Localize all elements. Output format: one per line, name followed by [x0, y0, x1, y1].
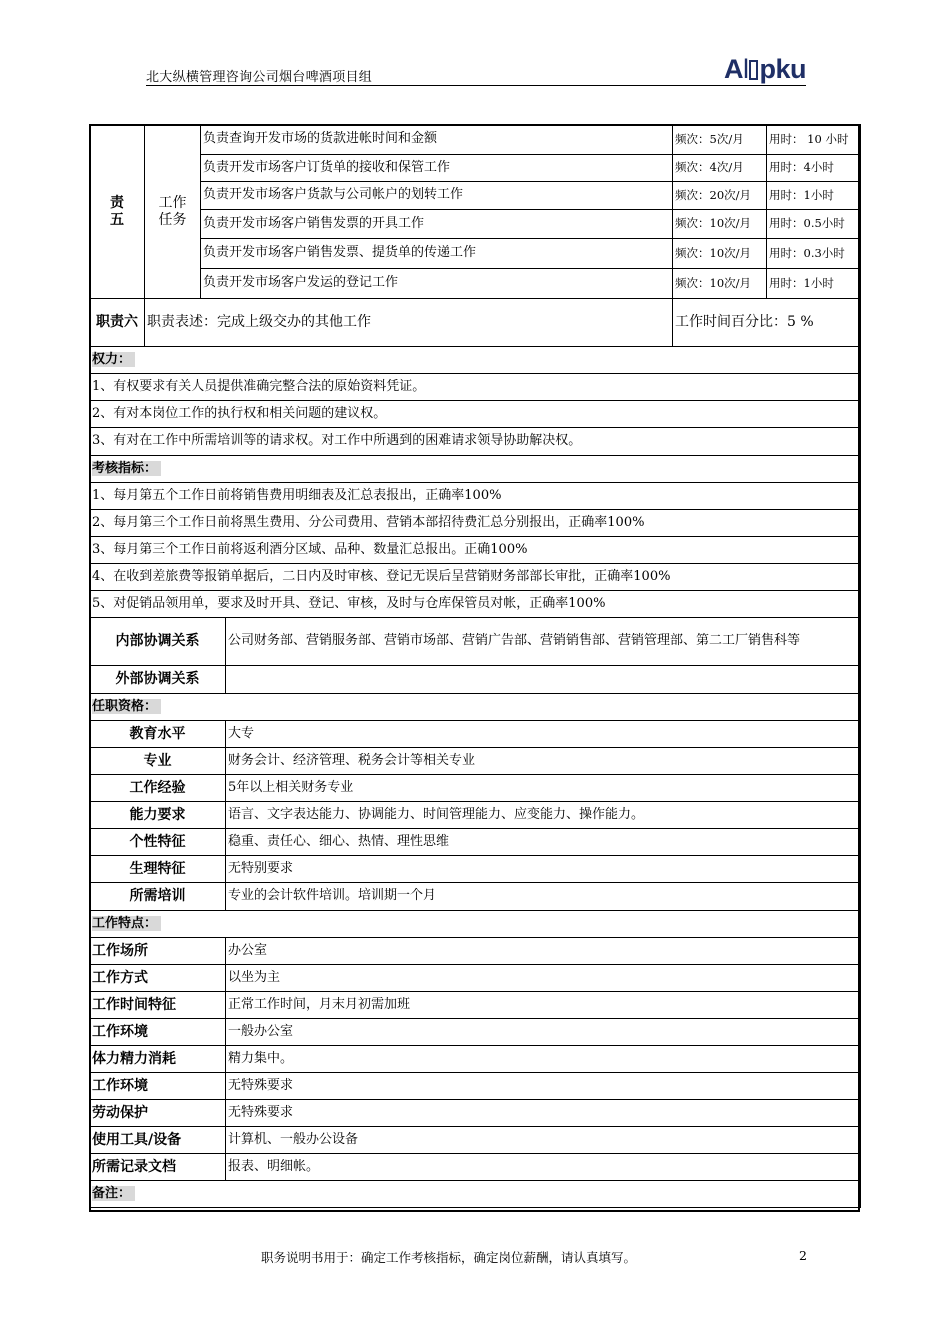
task-freq: 频次：4次/月: [673, 155, 767, 182]
qualification-row: [90, 721, 861, 748]
kpi-item: [90, 564, 861, 591]
duty6-label: 职责六: [90, 299, 145, 347]
qualification-label: 专业: [90, 748, 226, 775]
power-title: [90, 347, 861, 374]
task-freq: 频次：10次/月: [673, 210, 767, 239]
power-title-text: 权力：: [92, 352, 135, 367]
kpi-item-text: 4、在收到差旅费等报销单据后，二日内及时审核、登记无误后呈营销财务部部长审批，正确率100%: [90, 564, 861, 591]
qualification-label: 个性特征: [90, 829, 226, 856]
qualification-title-text: 任职资格：: [92, 699, 161, 714]
qualification-value: 大专: [226, 721, 861, 748]
internal-coordination-value: 公司财务部、营销服务部、营销市场部、营销广告部、营销销售部、营销管理部、第二工厂销售科等: [226, 618, 861, 666]
feature-row: [90, 1127, 861, 1154]
duty5-label-line1: 责: [110, 195, 124, 212]
task-freq: 频次：20次/月: [673, 182, 767, 210]
features-title: [90, 911, 861, 938]
kpi-item-text: 1、每月第五个工作日前将销售费用明细表及汇总表报出，正确率100%: [90, 483, 861, 510]
internal-coordination-row: [90, 618, 861, 666]
qualification-value: 专业的会计软件培训。培训期一个月: [226, 883, 861, 911]
feature-value: 无特殊要求: [226, 1100, 861, 1127]
feature-row: [90, 1154, 861, 1181]
power-section-header: [90, 347, 861, 374]
power-item-text: 1、有权要求有关人员提供准确完整合法的原始资料凭证。: [90, 374, 861, 401]
kpi-item: [90, 591, 861, 618]
feature-value: 计算机、一般办公设备: [226, 1127, 861, 1154]
kpi-item-text: 3、每月第三个工作日前将返利酒分区域、品种、数量汇总报出。正确100%: [90, 537, 861, 564]
page-header: [146, 54, 806, 88]
feature-row: [90, 965, 861, 992]
task-desc: 负责查询开发市场的货款进帐时间和金额: [201, 125, 673, 155]
qualification-row: [90, 883, 861, 911]
feature-value: 办公室: [226, 938, 861, 965]
task-desc: 负责开发市场客户发运的登记工作: [201, 269, 673, 299]
duty6-desc: 职责表述：完成上级交办的其他工作: [145, 299, 673, 347]
task-freq: 频次：5次/月: [673, 125, 767, 155]
feature-value: 报表、明细帐。: [226, 1154, 861, 1181]
feature-row: [90, 1046, 861, 1073]
feature-label: 工作环境: [90, 1019, 226, 1046]
external-coordination-row: [90, 666, 861, 694]
qualification-row: [90, 748, 861, 775]
feature-label: 工作环境: [90, 1073, 226, 1100]
qualification-row: [90, 829, 861, 856]
duty5-category-line2: 任务: [158, 211, 187, 228]
job-description-table: [89, 124, 861, 1208]
feature-value: 以坐为主: [226, 965, 861, 992]
duty5-task-row: [90, 269, 861, 299]
duty5-label-line2: 五: [110, 211, 124, 228]
duty5-task-row: [90, 210, 861, 239]
kpi-item-text: 2、每月第三个工作日前将黑生费用、分公司费用、营销本部招待费汇总分别报出，正确率100%: [90, 510, 861, 537]
notes-title: [90, 1181, 861, 1208]
qualification-label: 所需培训: [90, 883, 226, 911]
task-desc: 负责开发市场客户销售发票的开具工作: [201, 210, 673, 239]
task-desc: 负责开发市场客户订货单的接收和保管工作: [201, 155, 673, 182]
kpi-item: [90, 510, 861, 537]
feature-row: [90, 1073, 861, 1100]
internal-coordination-label: 内部协调关系: [90, 618, 226, 666]
task-time: 用时： 10 小时: [767, 125, 861, 155]
task-desc: 负责开发市场客户销售发票、提货单的传递工作: [201, 239, 673, 269]
alpku-logo: [724, 54, 806, 84]
qualification-row: [90, 775, 861, 802]
task-time: 用时：0.5小时: [767, 210, 861, 239]
feature-value: 无特殊要求: [226, 1073, 861, 1100]
feature-label: 工作时间特征: [90, 992, 226, 1019]
task-time: 用时：1小时: [767, 269, 861, 299]
features-section-header: [90, 911, 861, 938]
features-title-text: 工作特点：: [92, 916, 161, 931]
duty5-category: [145, 125, 201, 299]
qualification-label: 教育水平: [90, 721, 226, 748]
duty5-label: [90, 125, 145, 299]
qualification-value: 财务会计、经济管理、税务会计等相关专业: [226, 748, 861, 775]
external-coordination-label: 外部协调关系: [90, 666, 226, 694]
feature-row: [90, 992, 861, 1019]
task-time: 用时：1小时: [767, 182, 861, 210]
feature-value: 一般办公室: [226, 1019, 861, 1046]
qualification-label: 生理特征: [90, 856, 226, 883]
external-coordination-value: [226, 666, 861, 694]
duty5-task-row: [90, 155, 861, 182]
qualification-label: 能力要求: [90, 802, 226, 829]
qualification-section-header: [90, 694, 861, 721]
feature-row: [90, 1019, 861, 1046]
power-item: [90, 374, 861, 401]
kpi-section-header: [90, 456, 861, 483]
company-name: 北大纵横管理咨询公司烟台啤酒项目组: [146, 70, 373, 85]
feature-value: 正常工作时间，月末月初需加班: [226, 992, 861, 1019]
logo-letters-pku: pku: [759, 54, 806, 84]
qualification-row: [90, 802, 861, 829]
header-rule: [146, 85, 806, 86]
task-freq: 频次：10次/月: [673, 239, 767, 269]
feature-label: 劳动保护: [90, 1100, 226, 1127]
feature-label: 所需记录文档: [90, 1154, 226, 1181]
task-time: 用时：0.3小时: [767, 239, 861, 269]
power-item: [90, 428, 861, 456]
qualification-label: 工作经验: [90, 775, 226, 802]
kpi-item: [90, 483, 861, 510]
qualification-title: [90, 694, 861, 721]
duty5-task-row: [90, 182, 861, 210]
feature-label: 工作场所: [90, 938, 226, 965]
feature-value: 精力集中。: [226, 1046, 861, 1073]
qualification-row: [90, 856, 861, 883]
notes-title-text: 备注：: [92, 1186, 135, 1201]
page-number: 2: [799, 1248, 807, 1263]
logo-letter-a: A: [723, 54, 743, 84]
feature-row: [90, 1100, 861, 1127]
qualification-value: 无特别要求: [226, 856, 861, 883]
duty6-percent: 工作时间百分比：5 %: [673, 299, 861, 347]
duty5-category-line1: 工作: [158, 195, 187, 212]
task-time: 用时：4小时: [767, 155, 861, 182]
kpi-title: [90, 456, 861, 483]
duty5-task-row: [90, 239, 861, 269]
feature-label: 工作方式: [90, 965, 226, 992]
duty5-task-row: [90, 125, 861, 155]
kpi-item: [90, 537, 861, 564]
feature-label: 体力精力消耗: [90, 1046, 226, 1073]
kpi-item-text: 5、对促销品领用单，要求及时开具、登记、审核，及时与仓库保管员对帐，正确率100%: [90, 591, 861, 618]
logo-box-icon: [749, 60, 758, 80]
duty6-row: [90, 299, 861, 347]
qualification-value: 5年以上相关财务专业: [226, 775, 861, 802]
notes-section-header: [90, 1181, 861, 1208]
task-desc: 负责开发市场客户货款与公司帐户的划转工作: [201, 182, 673, 210]
qualification-value: 稳重、责任心、细心、热情、理性思维: [226, 829, 861, 856]
feature-row: [90, 938, 861, 965]
logo-letter-l: l: [742, 54, 749, 84]
qualification-value: 语言、文字表达能力、协调能力、时间管理能力、应变能力、操作能力。: [226, 802, 861, 829]
kpi-title-text: 考核指标：: [92, 461, 161, 476]
feature-label: 使用工具/设备: [90, 1127, 226, 1154]
power-item-text: 2、有对本岗位工作的执行权和相关问题的建议权。: [90, 401, 861, 428]
power-item-text: 3、有对在工作中所需培训等的请求权。对工作中所遇到的困难请求领导协助解决权。: [90, 428, 861, 456]
power-item: [90, 401, 861, 428]
task-freq: 频次：10次/月: [673, 269, 767, 299]
footer-note: 职务说明书用于：确定工作考核指标，确定岗位薪酬，请认真填写。: [261, 1250, 637, 1265]
